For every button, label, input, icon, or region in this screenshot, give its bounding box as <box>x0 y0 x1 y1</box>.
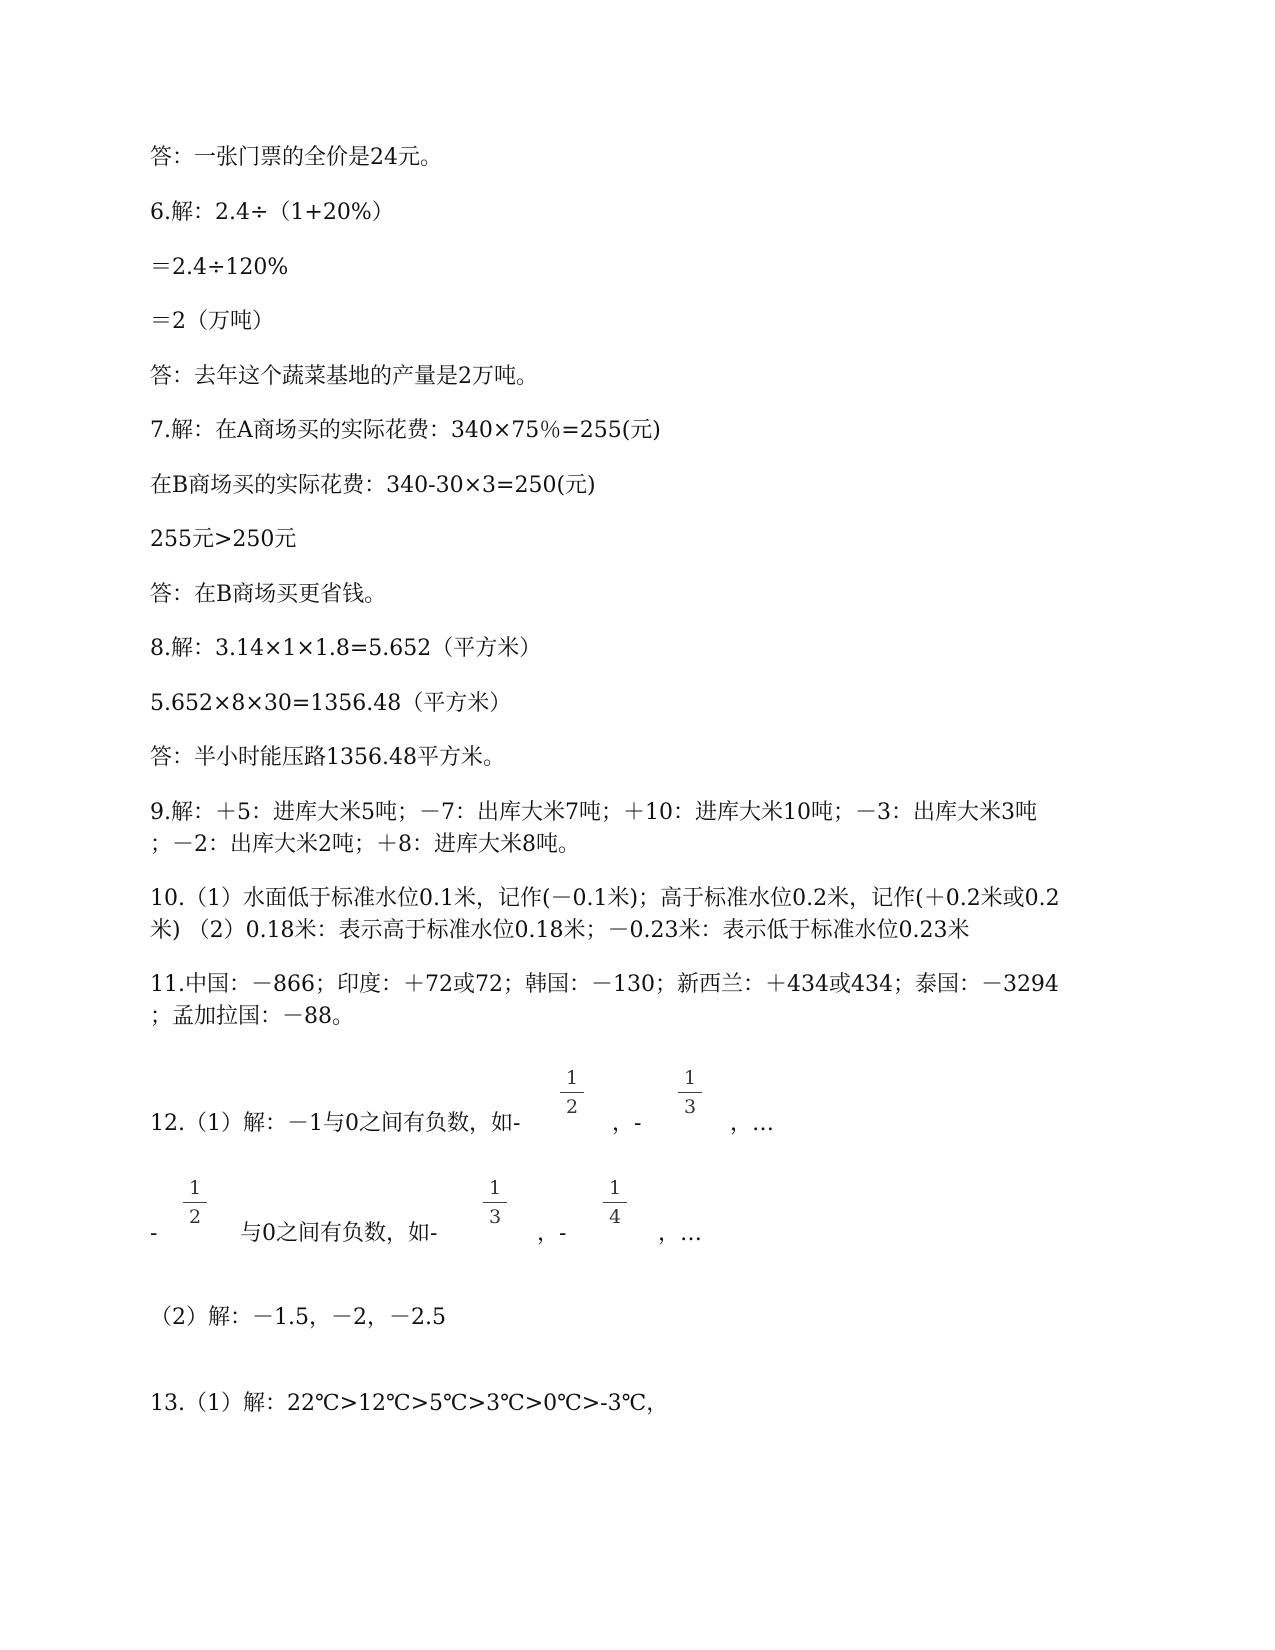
fraction-3-numerator: 1 <box>188 1177 202 1199</box>
minus-sign: - <box>150 1221 158 1246</box>
solution-8-line-1: 8.解：3.14×1×1.8=5.652（平方米） <box>150 636 542 661</box>
answer-line-8: 答：半小时能压路1356.48平方米。 <box>150 745 505 770</box>
solution-12-line-2: 与0之间有负数，如- <box>240 1221 438 1246</box>
ellipsis-1: ，… <box>730 1111 775 1136</box>
solution-6-line-1: 6.解：2.4÷（1+20%） <box>150 200 394 225</box>
solution-7-line-2: 在B商场买的实际花费：340-30×3=250(元) <box>150 473 596 498</box>
ellipsis-2: ，… <box>658 1221 703 1246</box>
solution-12-line-1: 12.（1）解：－1与0之间有负数，如- <box>150 1111 521 1136</box>
fraction-5-denominator: 4 <box>608 1206 622 1228</box>
fraction-3 <box>183 1176 207 1229</box>
fraction-3-denominator: 2 <box>188 1206 202 1228</box>
separator-2: ，- <box>537 1221 567 1246</box>
solution-6-line-2: ＝2.4÷120% <box>150 255 289 280</box>
fraction-2-denominator: 3 <box>683 1096 697 1118</box>
solution-7-line-3: 255元>250元 <box>150 527 297 552</box>
solution-8-line-2: 5.652×8×30=1356.48（平方米） <box>150 691 512 716</box>
solution-11-line-2: ；孟加拉国：－88。 <box>150 1004 354 1029</box>
solution-10-line-2: 米) （2）0.18米：表示高于标准水位0.18米；－0.23米：表示低于标准水位0.23米 <box>150 918 970 943</box>
answer-line-1: 答：一张门票的全价是24元。 <box>150 145 442 170</box>
solution-9-line-2: ；－2：出库大米2吨；＋8：进库大米8吨。 <box>150 832 580 857</box>
solution-7-line-1: 7.解：在A商场买的实际花费：340×75％=255(元) <box>150 418 661 443</box>
solution-13-line-1: 13.（1）解：22℃>12℃>5℃>3℃>0℃>-3℃， <box>150 1391 669 1416</box>
fraction-4 <box>483 1176 507 1229</box>
fraction-1 <box>560 1066 584 1119</box>
solution-11-line-1: 11.中国：－866；印度：＋72或72；韩国：－130；新西兰：＋434或434；泰国：－3294 <box>150 972 1059 997</box>
fraction-5-numerator: 1 <box>608 1177 622 1199</box>
solution-12-part-2: （2）解：－1.5，－2，－2.5 <box>150 1305 446 1330</box>
solution-6-line-3: ＝2（万吨） <box>150 309 274 334</box>
solution-10-line-1: 10.（1）水面低于标准水位0.1米，记作(－0.1米)；高于标准水位0.2米，记作(＋0.2米或0.2 <box>150 886 1060 911</box>
separator-1: ，- <box>612 1111 642 1136</box>
answer-line-7: 答：在B商场买更省钱。 <box>150 582 387 607</box>
fraction-4-denominator: 3 <box>488 1206 502 1228</box>
fraction-2-numerator: 1 <box>683 1067 697 1089</box>
answer-line-6: 答：去年这个蔬菜基地的产量是2万吨。 <box>150 364 538 389</box>
solution-9-line-1: 9.解：＋5：进库大米5吨；－7：出库大米7吨；＋10：进库大米10吨；－3：出库大米3吨 <box>150 800 1037 825</box>
fraction-4-numerator: 1 <box>488 1177 502 1199</box>
fraction-5 <box>603 1176 627 1229</box>
fraction-2 <box>678 1066 702 1119</box>
fraction-1-denominator: 2 <box>565 1096 579 1118</box>
fraction-1-numerator: 1 <box>565 1067 579 1089</box>
